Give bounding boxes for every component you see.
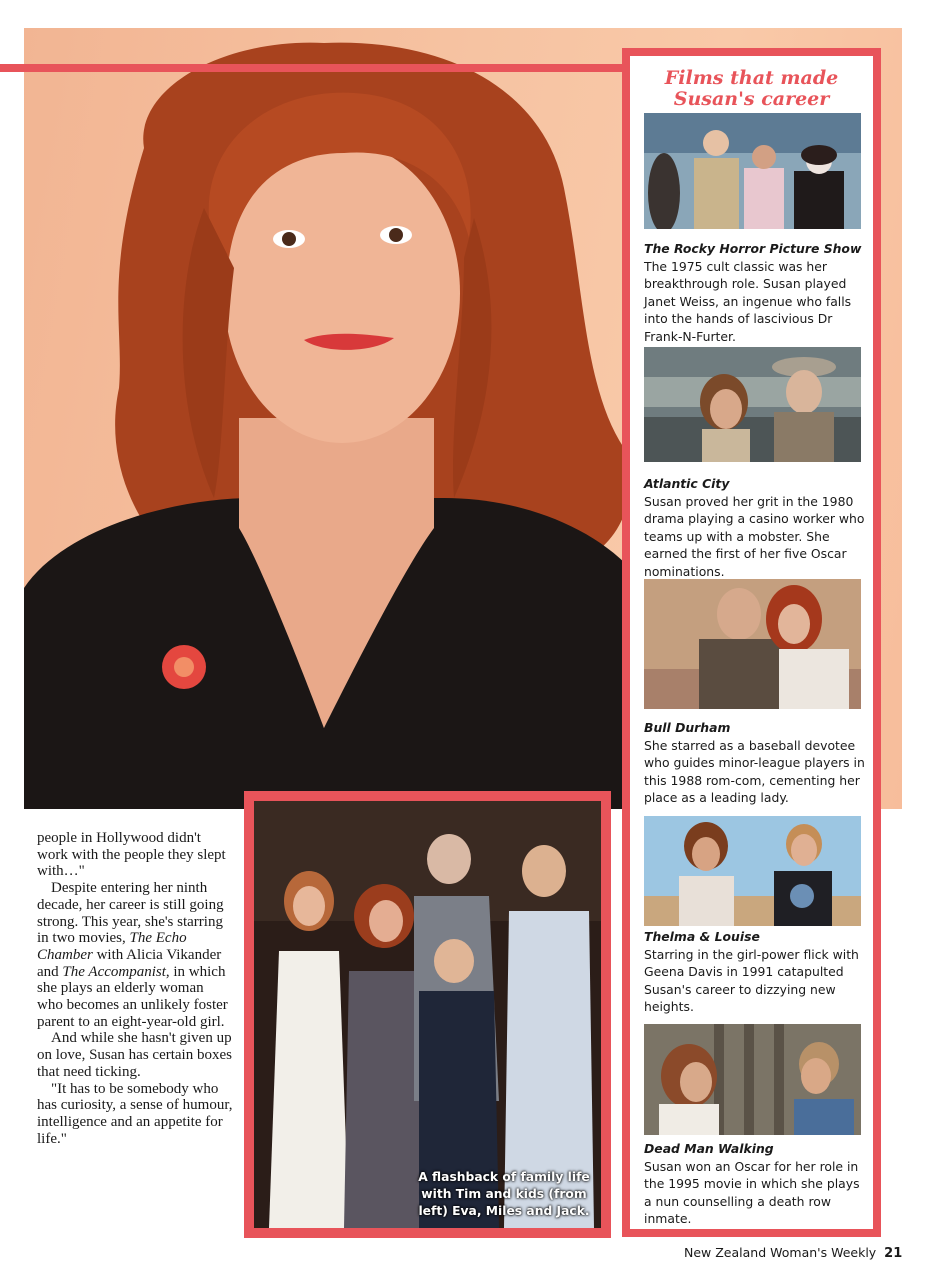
publication-name: New Zealand Woman's Weekly [684,1245,877,1260]
film-title: Atlantic City [644,476,730,491]
film-still-bull-durham [644,579,861,709]
film-title: Thelma & Louise [644,929,760,944]
film-description: Starring in the girl-power flick with Geena Davis in 1991 catapulted Susan's career to dizzying new heights. [644,946,859,1014]
sidebar-title: Films that made Susan's career [664,67,839,110]
photo-caption: A flashback of family life with Tim and kids (from left) Eva, Miles and Jack. [418,1170,590,1218]
family-photo-frame [244,791,611,1238]
film-description: Susan won an Oscar for her role in the 1995 movie in which she plays a nun counselling a death row inmate. [644,1158,860,1226]
film-still-rocky-horror [644,113,861,229]
film-entry-rocky-horror [644,240,868,345]
family-photo [254,801,601,1228]
film-title: Dead Man Walking [644,1141,774,1156]
page-footer [684,1245,902,1261]
film-entry-thelma-louise [644,928,868,1016]
film-title: The Rocky Horror Picture Show [644,241,862,256]
page-number: 21 [884,1246,903,1261]
film-description: The 1975 cult classic was her breakthrough role. Susan played Janet Weiss, an ingenue who falls into the hands of lascivious Dr Frank-N-Furter. [644,258,852,344]
article-paragraph: And while she hasn't given up on love, Susan has certain boxes that need ticking. [37,1030,232,1080]
article-paragraph: Despite entering her ninth decade, her career is still going strong. This year, she's starring in two movies, The Echo Chamber with Alicia Vikander and The Accompanist, in which she plays an elderly woman who becomes an unlikely foster parent to an eight-year-old girl. [37,880,228,1030]
film-entry-dead-man-walking [644,1140,868,1228]
film-entry-atlantic-city [644,475,868,580]
movie-title: The Accompanist [62,963,166,980]
article-column [37,830,233,1147]
film-still-atlantic-city [644,347,861,462]
film-still-dead-man-walking [644,1024,861,1135]
film-still-thelma-louise [644,816,861,926]
film-description: She starred as a baseball devotee who guides minor-league players in this 1988 rom-com, cementing her place as a leading lady. [644,737,865,805]
article-quote: "It has to be somebody who has curiosity, a sense of humour, intelligence and an appetite for life." [37,1080,233,1147]
film-title: Bull Durham [644,720,731,735]
films-sidebar [622,48,881,1237]
movie-title: The Echo Chamber [37,930,187,963]
accent-rule [0,64,628,72]
film-entry-bull-durham [644,719,868,807]
article-paragraph: people in Hollywood didn't work with the people they slept with…" [37,830,226,880]
film-description: Susan proved her grit in the 1980 drama playing a casino worker who teams up with a mobster. She earned the first of her five Oscar nominations. [644,493,865,579]
